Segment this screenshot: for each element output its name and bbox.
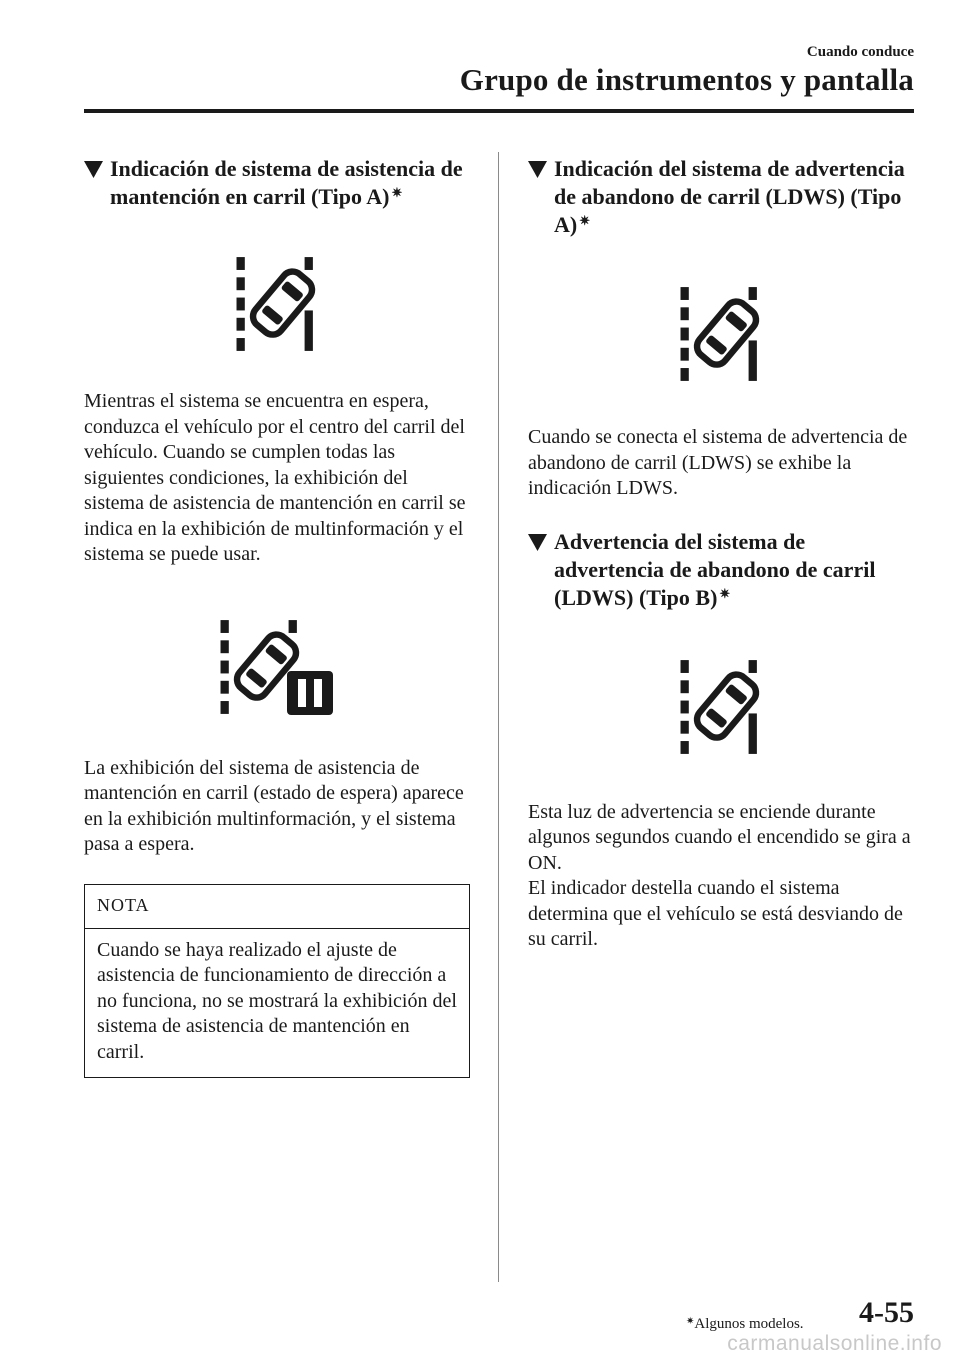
heading-text: Indicación de sistema de asistencia de mantención en carril (Tipo A): [110, 156, 463, 209]
lane-keep-standby-icon: [84, 616, 470, 718]
paragraph-standby-display: La exhibición del sistema de asistencia de mantención en carril (estado de espera) aparece en la exhibición multinformación, y el sistema pasa a espera.: [84, 756, 464, 855]
note-text: Cuando se haya realizado el ajuste de asistencia de funcionamiento de dirección a no funciona, no se mostrará la exhibición del sistema de asistencia de mantención en carril.: [97, 938, 457, 1063]
paragraph-standby: Mientras el sistema se encuentra en espera, conduzca el vehículo por el centro del carril del vehículo. Cuando se cumplen todas las siguientes condiciones, la exhibición del sistema de asistencia de mantención en carril se indica en la exhibición de multinformación y el sistema se puede usar.: [84, 390, 466, 565]
page-number: 4-55: [859, 1296, 914, 1329]
lane-keep-assist-icon: [84, 253, 470, 355]
heading-ldws-type-a: [528, 155, 914, 239]
ldws-warning-icon: [528, 656, 914, 758]
asterisk-mark: ✷: [579, 213, 591, 228]
pause-icon: [287, 671, 333, 715]
note-box: [84, 884, 470, 1079]
column-divider: [498, 152, 499, 1282]
asterisk-mark: ✷: [686, 1316, 695, 1327]
triangle-down-icon: [528, 534, 554, 551]
asterisk-mark: ✷: [391, 185, 403, 200]
paragraph-ldws-warning: Esta luz de advertencia se enciende durante algunos segundos cuando el encendido se gira a ON. El indicador destella cuando el sistema determina que el vehículo se está desviando de su carril.: [528, 800, 911, 950]
triangle-down-icon: [528, 161, 554, 178]
heading-text: Indicación del sistema de advertencia de abandono de carril (LDWS) (Tipo A): [554, 156, 905, 237]
triangle-down-icon: [84, 161, 110, 178]
heading-lkas-type-a: [84, 155, 470, 211]
footnote-text: Algunos modelos.: [694, 1316, 804, 1332]
asterisk-mark: ✷: [719, 585, 731, 601]
right-column: [528, 155, 914, 953]
page-title: Grupo de instrumentos y pantalla: [459, 62, 914, 97]
heading-ldws-type-b: [528, 528, 914, 612]
ldws-indicator-icon: [528, 283, 914, 385]
left-column: [84, 155, 470, 1078]
header-rule: [84, 109, 914, 113]
header-section-label: Cuando conduce: [806, 44, 914, 60]
footnote: [686, 1316, 804, 1333]
watermark: carmanualsonline.info: [727, 1332, 942, 1355]
heading-text: Advertencia del sistema de advertencia de abandono de carril (LDWS) (Tipo B): [554, 528, 876, 610]
paragraph-ldws: Cuando se conecta el sistema de advertencia de abandono de carril (LDWS) se exhibe la indicación LDWS.: [528, 426, 908, 499]
note-title: NOTA: [85, 885, 469, 929]
